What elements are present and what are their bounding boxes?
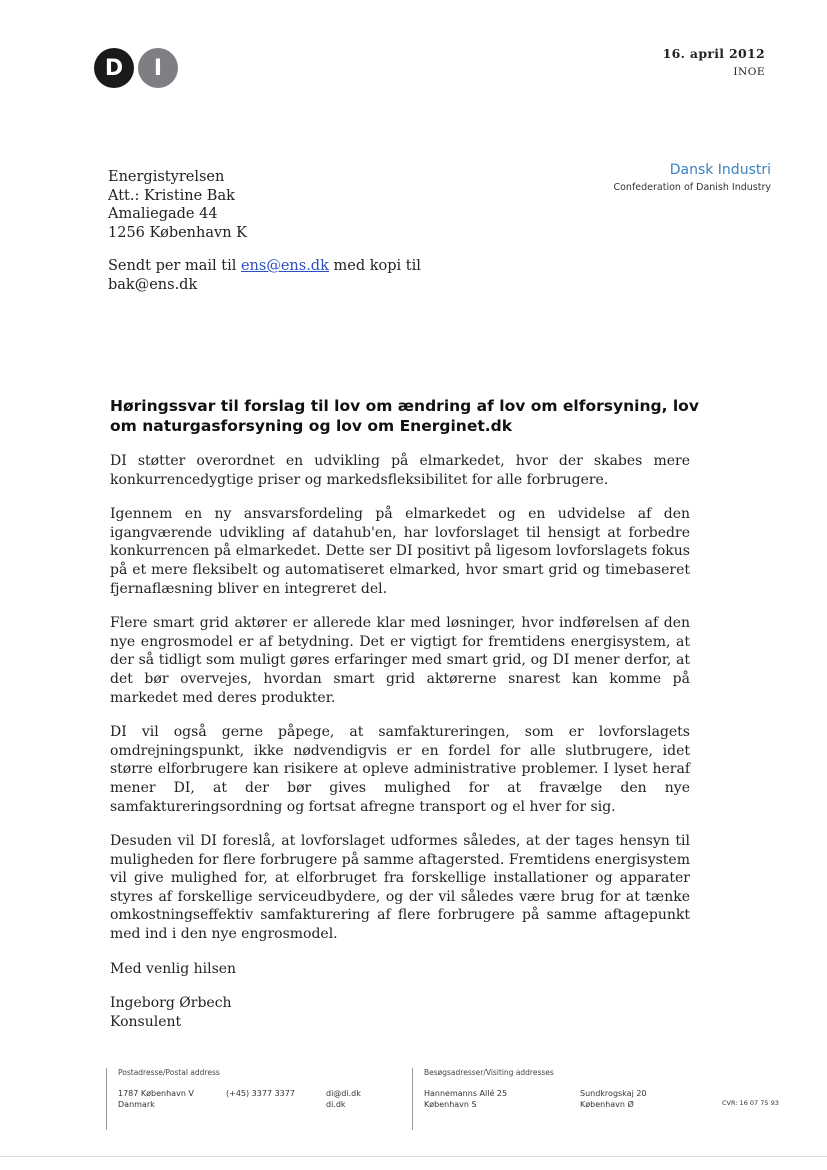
letter-body bbox=[110, 452, 690, 1031]
visit1-city: København S bbox=[424, 1100, 477, 1109]
email-link[interactable]: ens@ens.dk bbox=[240, 258, 329, 274]
footer-divider bbox=[412, 1068, 413, 1130]
copy-email: bak@ens.dk bbox=[108, 277, 198, 293]
visit2-street: Sundkrogskaj 20 bbox=[580, 1089, 647, 1098]
signer-name: Ingeborg Ørbech bbox=[110, 995, 232, 1012]
phone: (+45) 3377 3377 bbox=[226, 1089, 295, 1098]
company-name: Dansk Industri bbox=[669, 162, 771, 178]
sent-suffix: med kopi til bbox=[328, 258, 421, 274]
paragraph: Flere smart grid aktører er allerede klar med løsninger, hvor indførelsen af den nye engrosmodel er af betydning. Det er vigtigt for fremtidens energisystem, at der så tidligt som muligt gøres erfaringer med smart grid, og DI mener derfor, at det bør overvejes, hvordan smart grid aktørerne snarest kan komme på markedet med deres produkter. bbox=[110, 615, 690, 706]
letter-footer bbox=[0, 1060, 827, 1130]
di-logo bbox=[94, 48, 178, 88]
visit2-city: København Ø bbox=[580, 1100, 634, 1109]
recipient-line: 1256 København K bbox=[108, 224, 247, 241]
sent-prefix: Sendt per mail til bbox=[108, 258, 241, 274]
paragraph: DI støtter overordnet en udvikling på elmarkedet, hvor der skabes mere konkurrencedygtige priser og markedsfleksibilitet for alle forbrugere. bbox=[110, 453, 690, 488]
letter-heading: Høringssvar til forslag til lov om ændring af lov om elforsyning, lov om naturgasforsyning og lov om Energinet.dk bbox=[110, 397, 699, 435]
visit-address-1 bbox=[424, 1088, 507, 1110]
page-edge-rule bbox=[0, 1156, 827, 1157]
company-subtitle: Confederation of Danish Industry bbox=[613, 182, 771, 193]
visiting-label: Besøgsadresser/Visiting addresses bbox=[424, 1068, 554, 1077]
recipient-address bbox=[108, 168, 247, 242]
letter-date: 16. april 2012 bbox=[662, 46, 765, 61]
sender-initials: INOE bbox=[733, 66, 765, 78]
contact-online bbox=[326, 1088, 361, 1110]
postal-address bbox=[118, 1088, 194, 1110]
recipient-line: Energistyrelsen bbox=[108, 169, 225, 185]
postal-label: Postadresse/Postal address bbox=[118, 1068, 220, 1077]
sent-notice bbox=[108, 257, 428, 295]
logo-letter-i: I bbox=[138, 48, 178, 88]
visit-address-2 bbox=[580, 1088, 647, 1110]
cvr-number: CVR: 16 07 75 93 bbox=[722, 1099, 779, 1107]
recipient-line: Amaliegade 44 bbox=[108, 206, 218, 222]
logo-letter-d: D bbox=[94, 48, 134, 88]
closing-greeting: Med venlig hilsen bbox=[110, 960, 237, 977]
footer-email[interactable]: di@di.dk bbox=[326, 1089, 361, 1098]
recipient-line: Att.: Kristine Bak bbox=[108, 187, 235, 204]
signer-title: Konsulent bbox=[110, 1013, 182, 1030]
visit1-street: Hannemanns Allé 25 bbox=[424, 1089, 508, 1098]
postal-country: Danmark bbox=[118, 1100, 155, 1109]
paragraph: Igennem en ny ansvarsfordeling på elmarkedet og en udvidelse af den igangværende udvikling af datahub'en, har lovforslaget til hensigt at forbedre konkurrencen på elmarkedet. Dette ser DI positivt på ligesom lovforslagets fokus på et mere fleksibelt og automatiseret elmarked, hvor smart grid og timebaseret fjernaflæsning bliver en integreret del. bbox=[110, 506, 690, 597]
paragraph: Desuden vil DI foreslå, at lovforslaget udformes således, at der tages hensyn til muligheden for flere forbrugere på samme aftagersted. Fremtidens energisystem vil give mulighed for, at elforbruget fra forskellige installationer og apparater styres af forskellige serviceudbydere, og der vil således være brug for at tænke omkostningseffektiv samfakturering af flere forbrugere på samme aftagepunkt med ind i den nye engrosmodel. bbox=[110, 833, 690, 943]
paragraph: DI vil også gerne påpege, at samfaktureringen, som er lovforslagets omdrejningspunkt, ikke nødvendigvis er en fordel for alle slutbrugere, idet større elforbrugere kan risikere at opleve administrative problemer. I lyset heraf mener DI, at der bør gives mulighed for at fravælge den nye samfaktureringsordning og fortsat afregne transport og el hver for sig. bbox=[110, 724, 690, 815]
postal-city: 1787 København V bbox=[118, 1089, 194, 1098]
footer-divider bbox=[106, 1068, 107, 1130]
company-block bbox=[613, 162, 771, 193]
footer-web[interactable]: di.dk bbox=[326, 1100, 346, 1109]
